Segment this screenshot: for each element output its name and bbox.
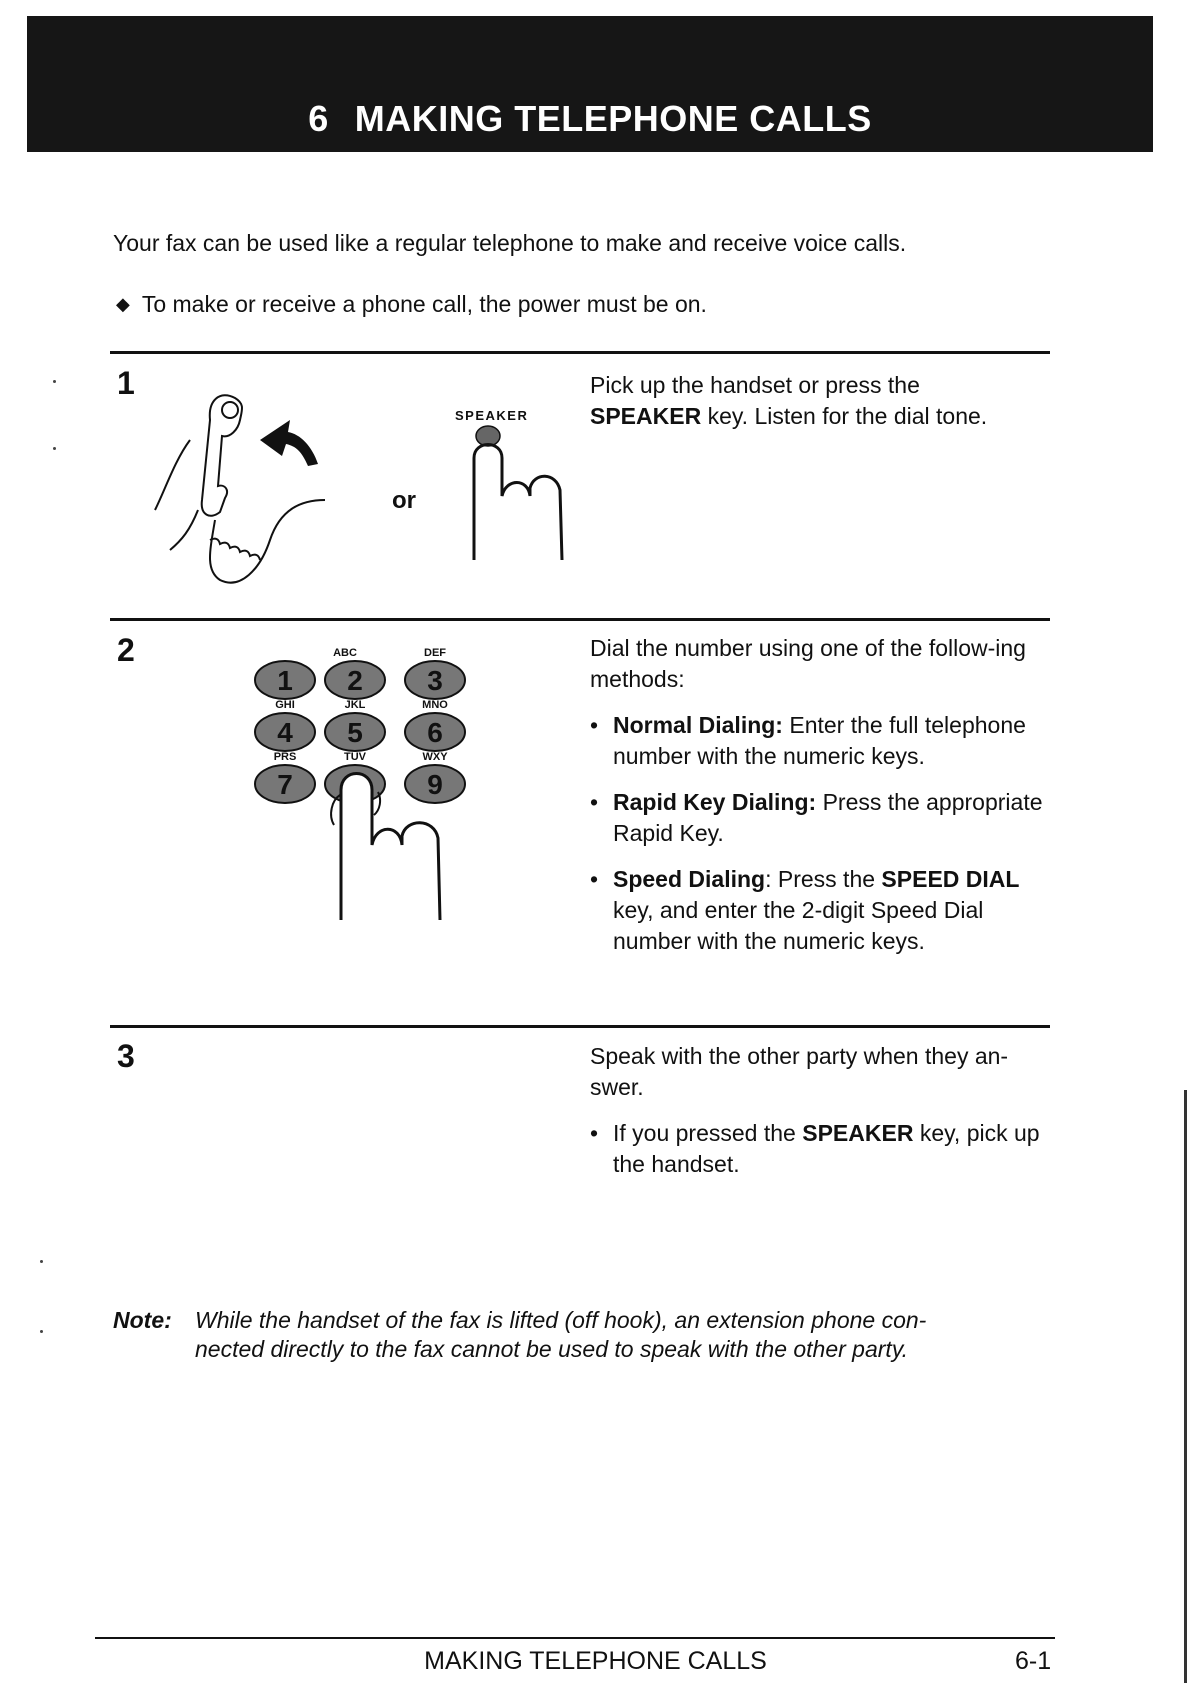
page-number: 6-1	[1015, 1647, 1052, 1675]
step1-divider	[110, 351, 1050, 354]
speed-dialing-title: Speed Dialing	[613, 866, 766, 892]
key-letters-2: ABC	[333, 647, 357, 659]
key-digit-5: 5	[347, 717, 363, 748]
note-line1: While the handset of the fax is lifted (off hook), an extension phone con-	[195, 1307, 927, 1333]
key-letters-7: PRS	[273, 751, 297, 763]
scan-speck	[53, 380, 56, 383]
key-letters-6: MNO	[422, 699, 448, 711]
note-block	[113, 1306, 1013, 1364]
chapter-title-text: MAKING TELEPHONE CALLS	[354, 98, 872, 139]
diamond-bullet-icon: ◆	[116, 294, 130, 314]
step2-divider	[110, 618, 1050, 621]
intro-text: Your fax can be used like a regular telephone to make and receive voice calls.	[113, 230, 907, 256]
step3-text: Speak with the other party when they an-swer.	[590, 1043, 1009, 1100]
key-letters-8: TUV	[344, 751, 366, 763]
step3-instructions	[590, 1041, 1050, 1195]
step2-instructions	[590, 633, 1050, 972]
step1-text-suffix: key. Listen for the dial tone.	[701, 403, 988, 429]
step2-intro: Dial the number using one of the follow-ing methods:	[590, 635, 1026, 692]
speed-dial-key-name: SPEED DIAL	[881, 866, 1020, 892]
step3-divider	[110, 1025, 1050, 1028]
key-letters-3: DEF	[424, 647, 446, 659]
normal-dialing-title: Normal Dialing:	[613, 712, 783, 738]
key-digit-4: 4	[277, 717, 293, 748]
pressing-finger-icon	[474, 445, 562, 561]
step1-illustration	[150, 380, 590, 590]
speaker-key-label: SPEAKER	[455, 408, 529, 423]
speaker-pickup-suffix: key, pick up the handset.	[613, 1120, 1040, 1177]
key-digit-3: 3	[427, 665, 443, 696]
rapid-key-dialing-item: • Rapid Key Dialing: Press the appropriate Rapid Key.	[590, 789, 1043, 846]
key-letters-9: WXY	[422, 751, 448, 763]
key-digit-6: 6	[427, 717, 443, 748]
key-digit-2: 2	[347, 665, 363, 696]
rapid-key-dialing-text: Press the appropriate Rapid Key.	[613, 789, 1043, 846]
key-digit-1: 1	[277, 665, 293, 696]
speaker-key-name: SPEAKER	[590, 403, 702, 429]
rapid-key-dialing-title: Rapid Key Dialing:	[613, 789, 817, 815]
keypad-illustration	[250, 640, 490, 930]
chapter-title	[27, 98, 1153, 140]
or-label: or	[392, 487, 416, 514]
note-label: Note:	[113, 1307, 172, 1333]
chapter-banner	[27, 16, 1153, 152]
handset-icon	[155, 395, 325, 582]
key-letters-5: JKL	[344, 699, 366, 711]
speaker-pickup-prefix: If you pressed the	[613, 1120, 803, 1146]
power-note-text: To make or receive a phone call, the power must be on.	[141, 291, 707, 317]
speed-dialing-item: • Speed Dialing: Press the SPEED DIAL key, and enter the 2-digit Speed Dial number with the numeric keys.	[590, 866, 1020, 954]
scan-edge	[1184, 1090, 1187, 1683]
scan-speck	[40, 1330, 43, 1333]
key-letters-4: GHI	[275, 699, 295, 711]
power-note	[116, 291, 707, 318]
chapter-number: 6	[308, 98, 329, 139]
speed-dialing-colon: : Press the	[765, 866, 882, 892]
step2-number: 2	[117, 632, 135, 668]
speaker-pickup-key: SPEAKER	[802, 1120, 914, 1146]
step3-number: 3	[117, 1038, 135, 1074]
speaker-pickup-item: • If you pressed the SPEAKER key, pick up the handset.	[590, 1120, 1040, 1177]
normal-dialing-item: • Normal Dialing: Enter the full telephone number with the numeric keys.	[590, 712, 1026, 769]
step3-list	[590, 1118, 1050, 1180]
step1-number: 1	[117, 365, 135, 401]
note-line2: nected directly to the fax cannot be used to speak with the other party.	[195, 1336, 908, 1362]
scan-speck	[53, 447, 56, 450]
footer-divider	[95, 1637, 1055, 1639]
step1-text-prefix: Pick up the handset or press the	[590, 372, 920, 398]
speed-dialing-text: key, and enter the 2-digit Speed Dial number with the numeric keys.	[613, 897, 984, 954]
footer-title: MAKING TELEPHONE CALLS	[424, 1647, 767, 1675]
dialing-methods-list	[590, 710, 1050, 957]
step1-instructions	[590, 370, 1050, 447]
key-digit-9: 9	[427, 769, 443, 800]
normal-dialing-text: Enter the full telephone number with the numeric keys.	[613, 712, 1026, 769]
key-digit-7: 7	[277, 769, 293, 800]
arrow-icon	[260, 420, 318, 466]
scan-speck	[40, 1260, 43, 1263]
